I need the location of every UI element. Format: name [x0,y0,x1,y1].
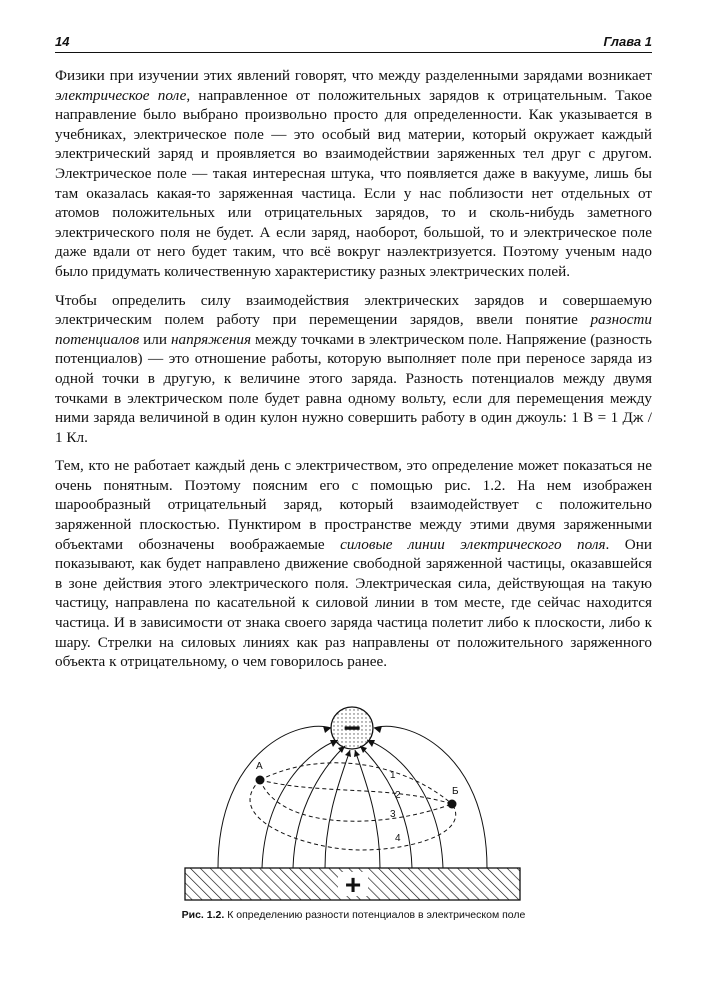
field-line [262,740,338,868]
text-run: Тем, кто не работает каждый день с электричеством, это определение может показаться не очень понятным. Поэтому поясним его с помощью рис. 1.2. На нем изображен шарообразный отрицательный заряд, который взаимодействует с положительно заряженной плоскостью. Пунктиром в пространстве между этими двумя заряженными объектами обозначены воображаемые [55,457,652,553]
field-line [360,746,412,868]
text-run: . Они показывают, как будет направлено движение свободной заряженной частицы, оказавшейся в зоне действия этого электрического поля. Электрическая сила, действующая на такую частицу, направлена по касательной к силовой линии в том месте, где сейчас находится частица. И в зависимости от знака своего заряда частица полетит либо к плоскости, либо к шару. Стрелки на силовых линиях как раз направлены от положительного заряженного объекта к отрицательному, о чем говорилось ранее. [55,535,653,671]
italic-term: напряжения [170,330,252,348]
sphere-sign: − [343,712,361,745]
field-diagram [180,700,525,910]
caption-text: К определению разности потенциалов в электрическом поле [224,909,526,921]
figure-caption [55,909,652,921]
arrow-head [374,726,382,733]
field-line [367,740,443,868]
italic-term: электрическое поле [55,86,187,104]
field-line [374,726,487,868]
path-3 [260,780,452,821]
paragraph-3 [55,456,652,672]
path-label-3: 3 [390,809,396,820]
chapter-title: Глава 1 [603,34,652,49]
text-run: или [139,330,171,348]
path-label-1: 1 [390,770,396,781]
italic-term: разности потенциалов [55,311,652,348]
point-b-dot [448,800,457,809]
plane-sign: + [344,869,362,900]
caption-label: Рис. 1.2. [181,909,225,921]
paragraph-2 [55,291,652,448]
arrow-head [354,750,360,757]
text-run: Чтобы определить силу взаимодействия электрических зарядов и совершаемую электрическим полем работу при перемещении зарядов, ввели понятие [55,291,652,329]
point-a-label: А [256,761,263,772]
italic-term: силовые линии электрического поля [340,535,606,553]
point-b-label: Б [452,786,459,797]
text-run: между точками в электрическом поле. Напряжение (разность потенциалов) — это отношение работы, которую выполняет поле при переносе заряда из одной точки в другую, к величине этого заряда. Разность потенциалов между двумя точками в электрическом поле будет равна одному вольту, если для перемещения между ними заряда величиной в один кулон нужно совершить работу в один джоуль: 1 В = 1 Дж / 1 Кл. [55,330,652,446]
arrow-head [345,750,351,757]
paragraph-1 [55,66,652,282]
path-label-4: 4 [395,833,401,844]
path-1 [260,763,452,804]
path-label-2: 2 [395,790,401,801]
arrow-head [323,726,331,733]
page-number: 14 [55,34,70,49]
dashed-paths [250,763,456,850]
point-a-dot [256,776,265,785]
text-run: , направленное от положительных зарядов к отрицательным. Такое направление было выбрано произвольно просто для определенности. Как указывается в учебниках, электрическое поле — это особый вид материи, который окружает каждый электрический заряд и проявляется во взаимодействии заряженных тел друг с другом. Электрическое поле — такая интересная штука, что появляется даже в вакууме, лишь бы там оказалась какая-то заряженная частица. Если у нас поблизости нет отдельных от атомов положительных или отрицательных зарядов, то и сколь-нибудь заметного электрического поля не будет. А если заряд, наоборот, большой, то и электрическое поле даже вдали от него будет таким, что всё вокруг наэлектризуется. Поэтому ученым надо было придумать количественную характеристику разных электрических полей. [55,86,652,280]
field-line [293,746,345,868]
figure-field-lines [180,700,525,910]
page-header [55,32,652,53]
field-line [218,726,331,868]
field-line [325,750,350,868]
text-run: Физики при изучении этих явлений говорят, что между разделенными зарядами возникает [55,67,652,84]
body-text [55,66,652,681]
